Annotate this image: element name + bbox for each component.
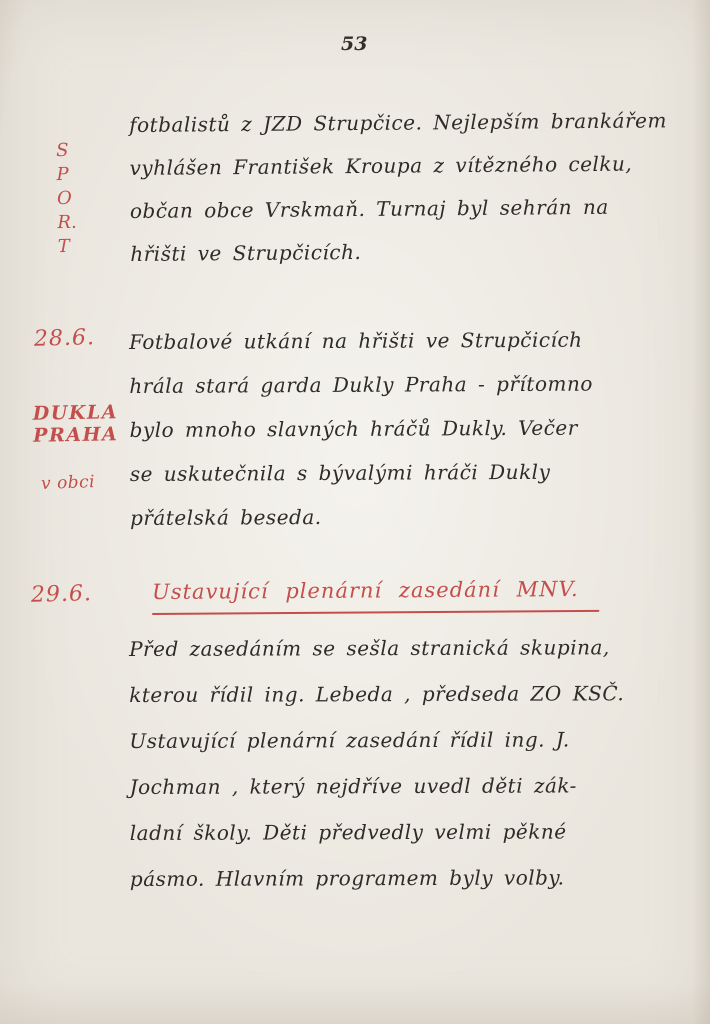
margin-letter: R. <box>57 211 77 234</box>
text-line: hrála stará garda Dukly Praha - přítomno <box>129 371 593 398</box>
text-line: pásmo. Hlavním programem byly volby. <box>129 865 565 891</box>
text-line: bylo mnoho slavných hráčů Dukly. Večer <box>129 415 578 442</box>
entry-sport-text <box>129 99 668 276</box>
text-line: přátelská beseda. <box>129 504 322 530</box>
text-line: hřišti ve Strupčicích. <box>130 239 362 266</box>
entry-mnv-text <box>129 624 625 902</box>
margin-letter: T <box>57 235 71 258</box>
text-line: kterou řídil ing. Lebeda , předseda ZO KSČ. <box>129 681 625 707</box>
entry-date-29-6: 29.6. <box>30 581 93 608</box>
entry-heading-underlined: Ustavující plenární zasedání MNV. <box>152 577 599 615</box>
entry-date-28-6: 28.6. <box>33 325 96 352</box>
text-line: fotbalistů z JZD Strupčice. Nejlepším brankářem <box>129 108 667 137</box>
text-line: Před zasedáním se sešla stranická skupina, <box>129 635 610 661</box>
text-line: občan obce Vrskmaň. Turnaj byl sehrán na <box>129 194 609 223</box>
margin-letter: P <box>56 163 69 186</box>
margin-label-line: PRAHA <box>33 423 119 447</box>
margin-label-line: DUKLA <box>32 401 119 425</box>
text-line: se uskutečnila s bývalými hráči Dukly <box>129 459 551 486</box>
text-line: Jochman , který nejdříve uvedl děti zák- <box>129 773 577 799</box>
margin-label-v-obci: v obci <box>40 472 96 494</box>
page-number: 53 <box>341 33 368 55</box>
text-line: vyhlášen František Kroupa z vítězného celku, <box>129 151 633 180</box>
entry-dukla-text <box>129 318 594 540</box>
margin-label-sport <box>56 141 77 256</box>
margin-letter: O <box>56 187 72 210</box>
margin-label-dukla-praha <box>33 401 119 446</box>
text-line: Ustavující plenární zasedání řídil ing. J. <box>129 727 570 753</box>
text-line: Fotbalové utkání na hřišti ve Strupčicích <box>129 327 583 354</box>
margin-letter: S <box>55 139 69 162</box>
text-line: ladní školy. Děti předvedly velmi pěkné <box>129 819 567 845</box>
